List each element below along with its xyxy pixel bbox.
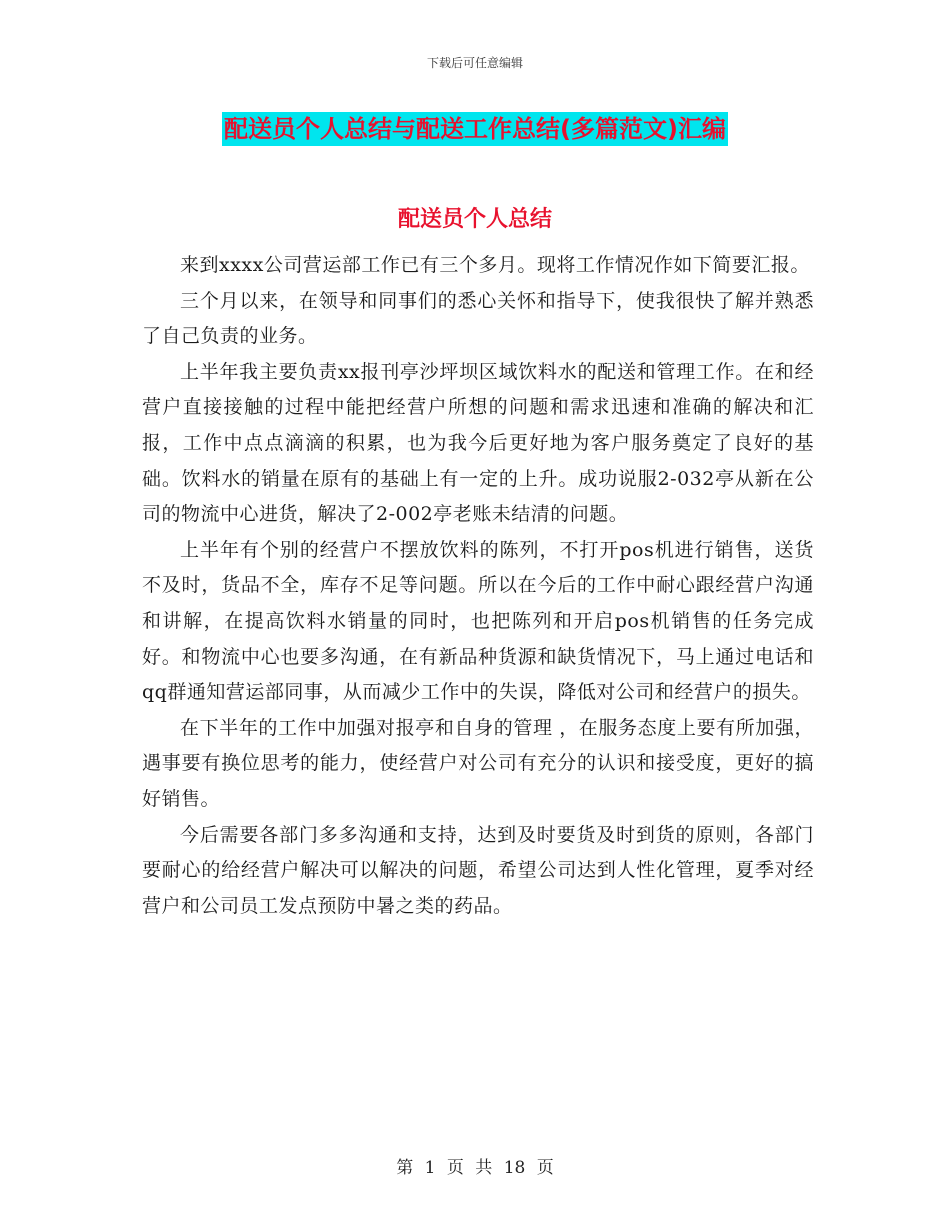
section-title: 配送员个人总结 — [397, 207, 552, 232]
paragraph: 上半年有个别的经营户不摆放饮料的陈列，不打开pos机进行销售，送货不及时，货品不全，库存不足等问题。所以在今后的工作中耐心跟经营户沟通和讲解，在提高饮料水销量的同时，也把陈列和开启pos机销售的任务完成好。和物流中心也要多沟通，在有新品种货源和缺货情况下，马上通过电话和qq群通知营运部同事，从而减少工作中的失误，降低对公司和经营户的损失。 — [142, 538, 814, 704]
document-body — [142, 248, 814, 924]
paragraph: 在下半年的工作中加强对报亭和自身的管理 ，在服务态度上要有所加强，遇事要有换位思考的能力，使经营户对公司有充分的认识和接受度，更好的搞好销售。 — [142, 716, 814, 810]
document-title — [0, 112, 950, 146]
paragraph: 三个月以来，在领导和同事们的悉心关怀和指导下，使我很快了解并熟悉了自己负责的业务。 — [142, 289, 814, 348]
page-footer: 第 1 页 共 18 页 — [396, 1158, 554, 1178]
paragraph: 今后需要各部门多多沟通和支持，达到及时要货及时到货的原则，各部门要耐心的给经营户解决可以解决的问题，希望公司达到人性化管理，夏季对经营户和公司员工发点预防中暑之类的药品。 — [142, 823, 814, 917]
paragraph: 来到xxxx公司营运部工作已有三个多月。现将工作情况作如下简要汇报。 — [180, 254, 810, 276]
paragraph: 上半年我主要负责xx报刊亭沙坪坝区域饮料水的配送和管理工作。在和经营户直接接触的过程中能把经营户所想的问题和需求迅速和准确的解决和汇报，工作中点点滴滴的积累，也为我今后更好地为客户服务奠定了良好的基础。饮料水的销量在原有的基础上有一定的上升。成功说服2-032亭从新在公司的物流中心进货，解决了2-002亭老账未结清的问题。 — [142, 360, 814, 526]
header-note: 下载后可任意编辑 — [426, 56, 523, 70]
document-title-text: 配送员个人总结与配送工作总结(多篇范文)汇编 — [222, 112, 728, 146]
